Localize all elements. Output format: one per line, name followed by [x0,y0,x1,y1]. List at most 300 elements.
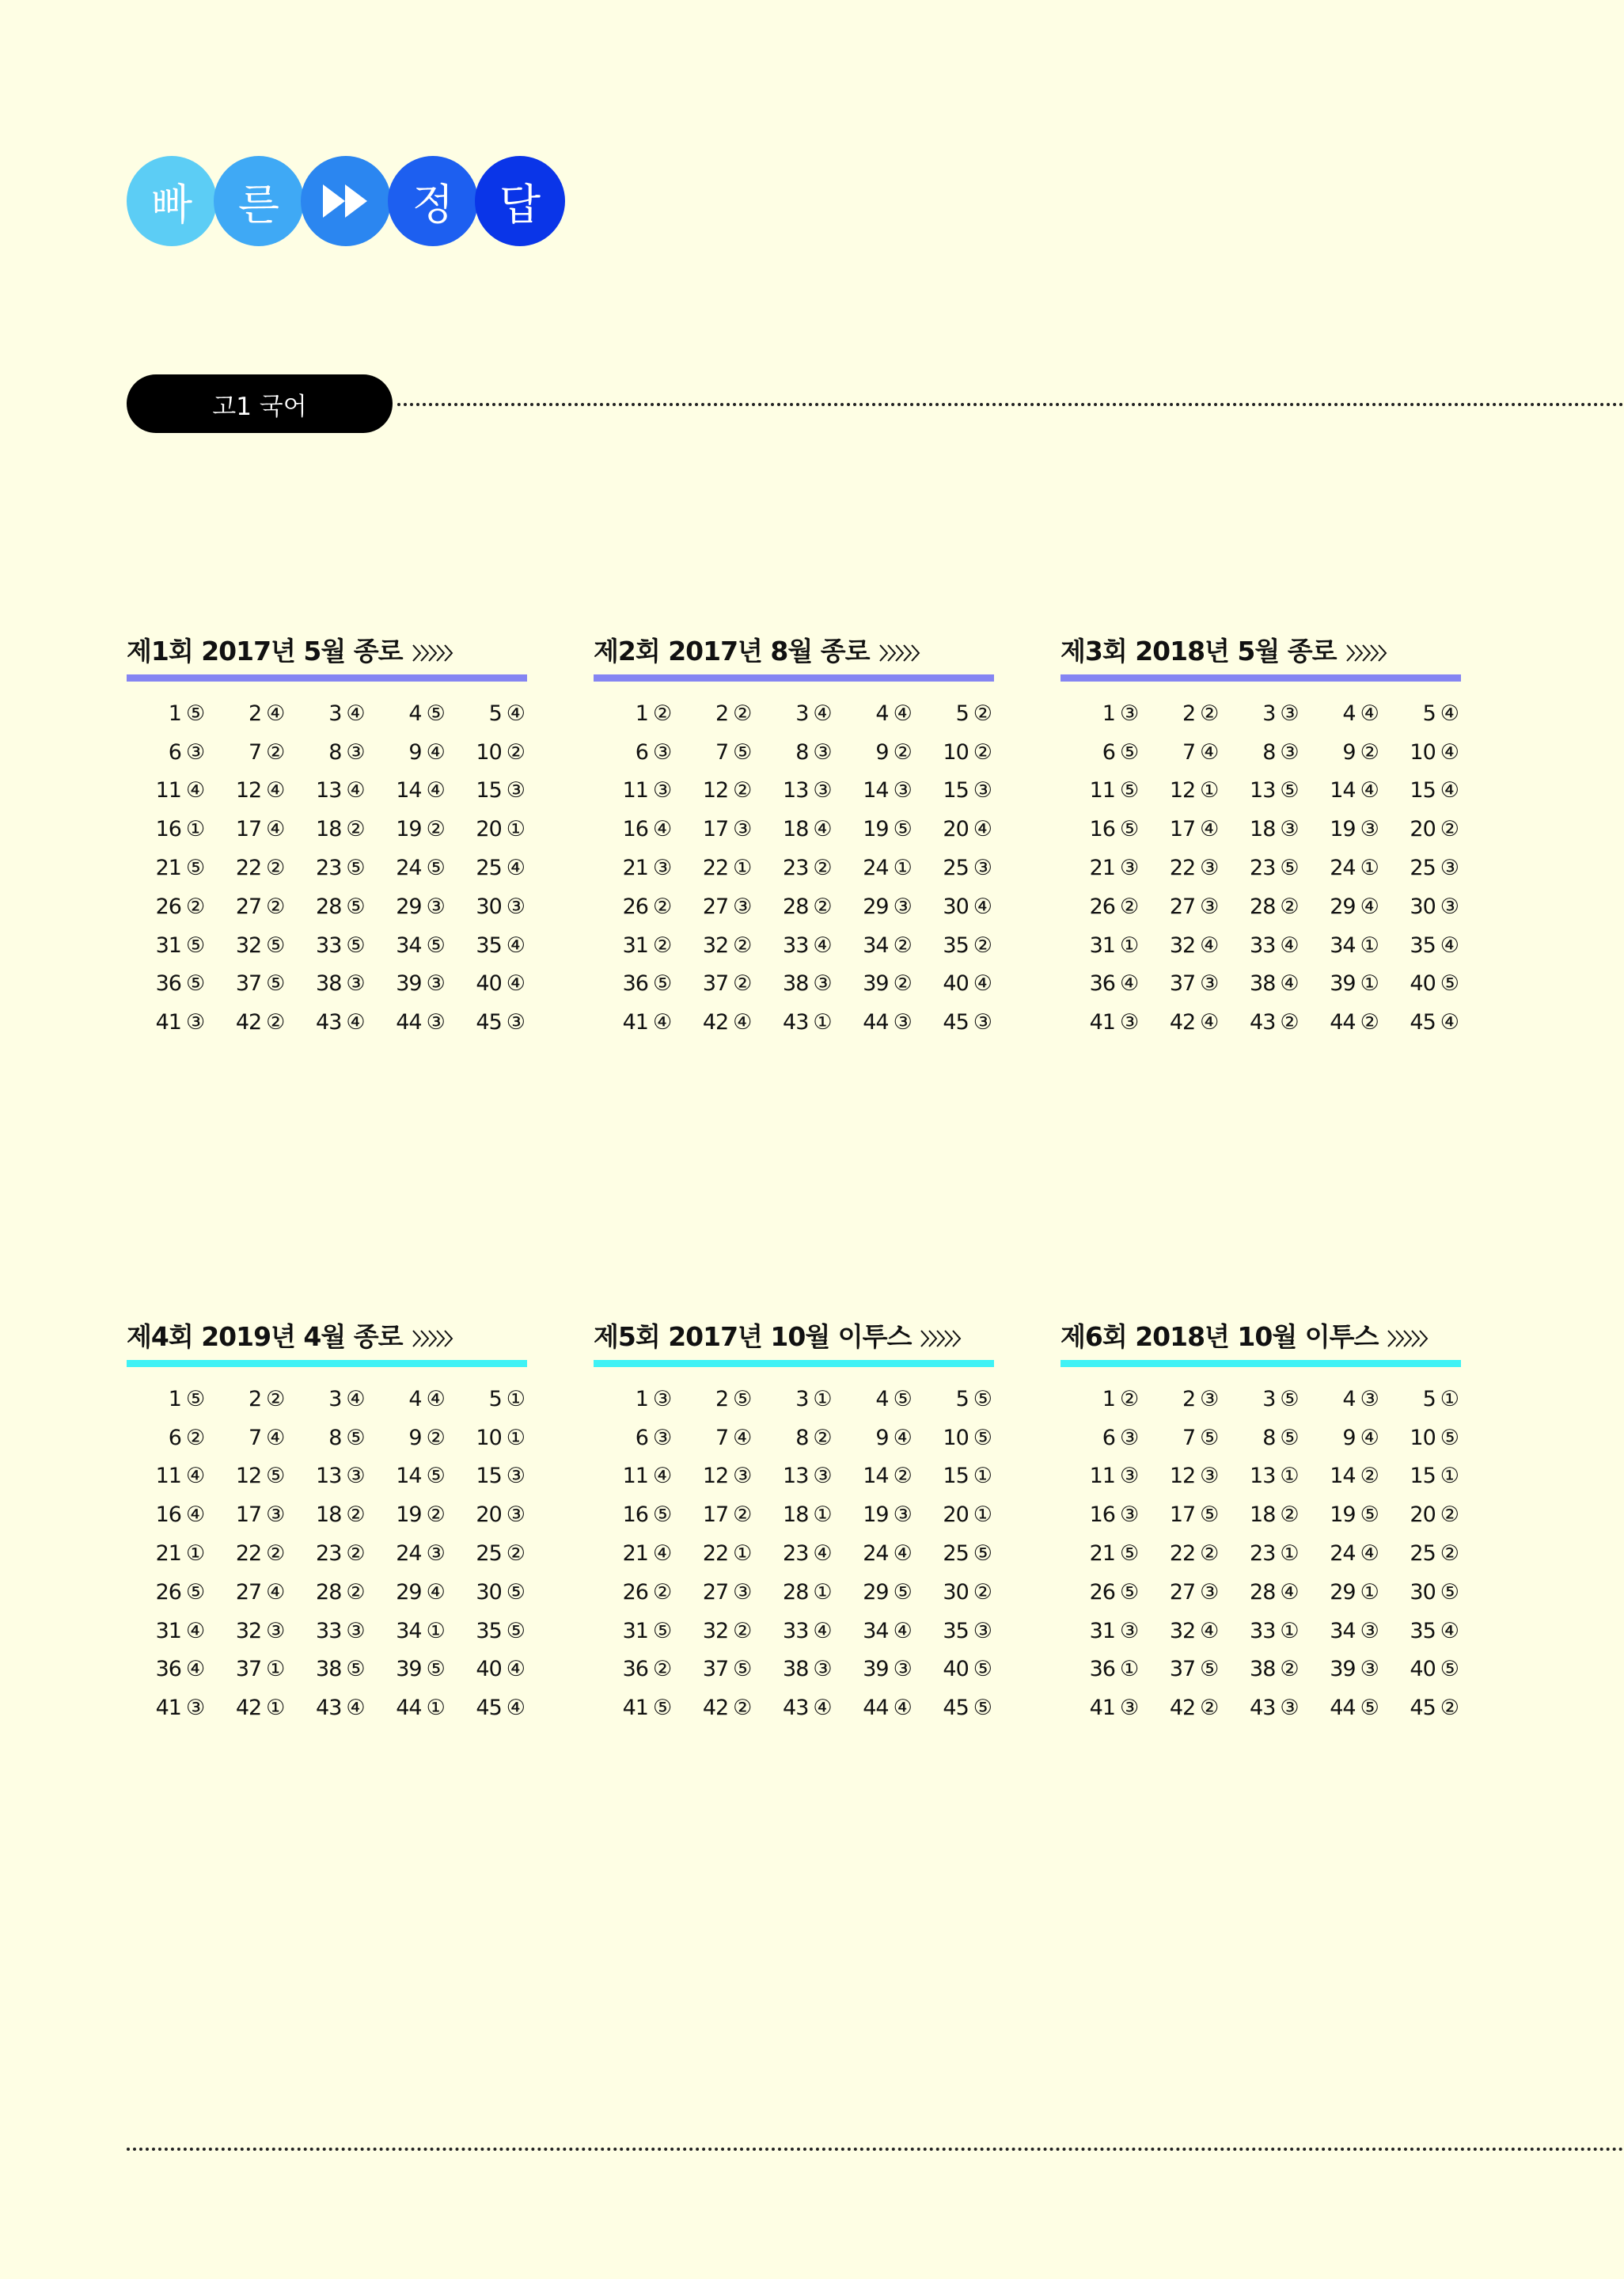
question-number: 24 [396,1541,422,1567]
answer-cell [447,694,527,733]
answer-cell [1301,1650,1381,1689]
answer-choice: ⑤ [1440,1579,1459,1605]
answer-choice: ④ [733,1425,753,1450]
answer-choice: ① [266,1696,286,1721]
question-number: 25 [476,856,502,881]
answer-cell [127,733,207,772]
answer-choice: ④ [1200,932,1220,958]
answer-choice: ④ [813,1618,833,1643]
answer-choice: ① [1360,932,1379,958]
answer-choice: ② [652,894,673,919]
title-char-3: 정 [388,156,478,246]
answer-choice: ⑤ [1280,778,1300,803]
question-number: 40 [1410,1657,1436,1682]
question-number: 3 [795,1386,809,1411]
answer-choice: ⑤ [185,856,206,881]
answer-choice: ② [973,739,992,765]
question-number: 43 [1250,1696,1276,1721]
answer-cell [1061,694,1140,733]
answer-choice: ④ [506,701,526,726]
answer-choice: ③ [1200,1464,1220,1489]
question-number: 26 [622,894,648,919]
answer-choice: ② [1119,1386,1140,1411]
answer-choice: ④ [426,1579,446,1605]
question-number: 40 [1410,971,1436,997]
test-title-text: 제4회 2019년 4월 종로 [127,1321,403,1352]
question-number: 3 [328,701,342,726]
question-number: 20 [943,1502,969,1528]
question-number: 12 [1169,1464,1196,1489]
answer-cell [594,1003,674,1042]
answer-choice: ⑤ [1200,1425,1220,1450]
question-number: 18 [783,1502,809,1528]
answer-cell [1061,1380,1140,1419]
answer-choice: ④ [1200,739,1220,765]
answer-cell [1381,1380,1461,1419]
answer-cell [207,810,286,849]
answer-cell [594,733,674,772]
answer-choice: ③ [813,1464,833,1489]
question-number: 41 [622,1696,648,1721]
answer-cell [1220,1419,1300,1457]
answer-choice: ⑤ [733,739,753,765]
answer-cell [286,810,366,849]
answer-choice: ① [1280,1464,1300,1489]
question-number: 9 [408,1425,422,1450]
answer-cell [207,1573,286,1612]
answer-choice: ① [893,856,913,881]
answer-cell [1301,965,1381,1004]
answer-choice: ① [1280,1541,1300,1567]
answer-choice: ③ [733,1579,753,1605]
answer-cell [286,1612,366,1650]
answer-choice: ③ [973,1010,992,1035]
question-number: 12 [702,778,729,803]
answer-cell [367,1457,447,1496]
answer-block-4 [127,1312,527,1727]
question-number: 9 [1342,1425,1356,1450]
question-number: 39 [1330,971,1356,997]
answer-cell [286,1003,366,1042]
answer-choice: ③ [1200,971,1220,997]
question-number: 3 [795,701,809,726]
question-number: 29 [396,1579,422,1605]
question-number: 26 [155,1579,181,1605]
question-number: 1 [168,1386,181,1411]
question-number: 2 [248,1386,262,1411]
answer-choice: ② [733,971,753,997]
question-number: 26 [1089,1579,1115,1605]
question-number: 19 [1330,1502,1356,1528]
answer-cell [674,1688,753,1727]
question-number: 18 [1250,817,1276,842]
answer-cell [914,965,994,1004]
answer-choice: ④ [506,1696,526,1721]
answer-choice: ② [426,1502,446,1528]
question-number: 40 [476,971,502,997]
answer-choice: ③ [652,1386,673,1411]
answer-choice: ③ [652,856,673,881]
answer-cell [447,1612,527,1650]
answer-cell [914,1003,994,1042]
answer-choice: ⑤ [1119,778,1140,803]
answer-cell [914,1612,994,1650]
question-number: 42 [1169,1696,1196,1721]
question-number: 5 [955,701,969,726]
answer-choice: ④ [893,701,913,726]
answer-cell [1301,1495,1381,1534]
answer-cell [914,1419,994,1457]
answer-choice: ⑤ [1280,856,1300,881]
answer-cell [1301,1688,1381,1727]
answer-choice: ② [266,1010,286,1035]
answer-choice: ⑤ [185,1579,206,1605]
answer-choice: ⑤ [1440,971,1459,997]
question-number: 6 [635,739,648,765]
answer-choice: ④ [1440,932,1459,958]
answer-cell [367,733,447,772]
question-number: 15 [476,778,502,803]
answer-cell [1301,694,1381,733]
answer-cell [1301,926,1381,965]
answer-cell [1220,772,1300,811]
answer-cell [447,810,527,849]
answer-cell [447,849,527,887]
answer-choice: ④ [813,817,833,842]
question-number: 15 [1410,1464,1436,1489]
chevrons-icon [411,1328,457,1349]
question-number: 6 [168,739,181,765]
question-number: 38 [783,1657,809,1682]
answer-cell [1301,1003,1381,1042]
question-number: 15 [943,778,969,803]
answer-choice: ② [733,932,753,958]
answer-cell [367,1003,447,1042]
answer-cell [834,1688,914,1727]
answer-cell [286,849,366,887]
answer-block-5 [594,1312,994,1727]
answer-cell [753,1612,833,1650]
answer-cell [834,1457,914,1496]
question-number: 11 [622,1464,648,1489]
answer-cell [207,1534,286,1573]
title-underline [1061,674,1461,682]
answer-cell [367,849,447,887]
answer-cell [834,1003,914,1042]
answer-choice: ⑤ [893,1386,913,1411]
answer-cell [207,772,286,811]
answer-cell [753,1573,833,1612]
answer-cell [1301,733,1381,772]
answer-cell [674,694,753,733]
answer-choice: ⑤ [426,932,446,958]
answer-choice: ② [1440,817,1459,842]
answer-choice: ① [1119,1657,1140,1682]
answer-cell [1381,1612,1461,1650]
answer-cell [1061,733,1140,772]
question-number: 37 [1169,971,1196,997]
question-number: 44 [396,1010,422,1035]
question-number: 39 [396,971,422,997]
question-number: 34 [396,932,422,958]
answer-cell [914,926,994,965]
question-number: 2 [715,1386,729,1411]
answer-cell [1381,849,1461,887]
question-number: 29 [863,894,889,919]
question-number: 1 [1102,701,1115,726]
answer-choice: ② [346,1579,366,1605]
answer-choice: ⑤ [652,971,673,997]
question-number: 2 [715,701,729,726]
question-number: 25 [1410,856,1436,881]
answer-choice: ② [1360,1464,1379,1489]
answer-choice: ⑤ [266,971,286,997]
question-number: 13 [1250,1464,1276,1489]
answer-choice: ③ [893,1657,913,1682]
answer-choice: ① [1360,856,1379,881]
answer-cell [127,810,207,849]
answer-cell [1220,849,1300,887]
answer-cell [367,887,447,926]
question-number: 19 [863,1502,889,1528]
answer-cell [127,1688,207,1727]
answer-choice: ⑤ [1119,1579,1140,1605]
answer-cell [914,772,994,811]
question-number: 21 [155,856,181,881]
answer-choice: ③ [346,1464,366,1489]
answer-cell [1381,1419,1461,1457]
question-number: 36 [622,1657,648,1682]
question-number: 5 [955,1386,969,1411]
answer-choice: ② [733,778,753,803]
answer-cell [447,887,527,926]
answer-cell [1301,1612,1381,1650]
answer-cell [594,1612,674,1650]
question-number: 13 [1250,778,1276,803]
answer-choice: ④ [893,1618,913,1643]
answer-cell [1381,1495,1461,1534]
answer-cell [1381,733,1461,772]
answer-choice: ② [346,817,366,842]
question-number: 36 [155,1657,181,1682]
question-number: 4 [408,701,422,726]
answer-choice: ③ [1119,1010,1140,1035]
answer-choice: ④ [813,1696,833,1721]
answer-cell [834,694,914,733]
question-number: 1 [168,701,181,726]
answer-cell [286,733,366,772]
question-number: 28 [1250,1579,1276,1605]
answer-choice: ③ [1119,1696,1140,1721]
answer-choice: ④ [346,1696,366,1721]
answer-cell [1220,1380,1300,1419]
question-number: 13 [783,778,809,803]
answer-block-header [1061,1312,1461,1360]
question-number: 33 [783,1618,809,1643]
question-number: 21 [1089,1541,1115,1567]
answer-cell [447,1534,527,1573]
answer-cell [367,1612,447,1650]
answer-block-header [594,627,994,674]
question-number: 17 [235,1502,262,1528]
question-number: 23 [783,1541,809,1567]
answer-grid [594,1380,994,1727]
answer-cell [1061,1612,1140,1650]
question-number: 9 [875,739,889,765]
question-number: 1 [1102,1386,1115,1411]
question-number: 6 [1102,739,1115,765]
question-number: 39 [396,1657,422,1682]
question-number: 13 [783,1464,809,1489]
question-number: 30 [1410,894,1436,919]
answer-choice: ④ [652,1010,673,1035]
answer-choice: ① [1360,971,1379,997]
answer-choice: ② [733,701,753,726]
answer-choice: ③ [1360,817,1379,842]
answer-choice: ⑤ [346,1425,366,1450]
answer-cell [674,887,753,926]
question-number: 20 [476,1502,502,1528]
answer-choice: ④ [1440,1010,1459,1035]
answer-cell [207,1688,286,1727]
answer-choice: ④ [1360,701,1379,726]
answer-cell [1220,1612,1300,1650]
question-number: 32 [235,932,262,958]
answer-grid [127,694,527,1042]
answer-cell [1220,926,1300,965]
question-number: 42 [1169,1010,1196,1035]
answer-cell [127,1534,207,1573]
question-number: 20 [476,817,502,842]
question-number: 10 [476,1425,502,1450]
answer-choice: ④ [506,1657,526,1682]
answer-choice: ③ [346,971,366,997]
answer-choice: ⑤ [652,1502,673,1528]
answer-choice: ① [506,1386,526,1411]
answer-choice: ④ [266,817,286,842]
answer-choice: ③ [813,739,833,765]
answer-cell [1140,1534,1220,1573]
question-number: 14 [396,1464,422,1489]
answer-choice: ② [346,1541,366,1567]
answer-choice: ③ [266,1618,286,1643]
question-number: 45 [1410,1696,1436,1721]
answer-cell [1061,1650,1140,1689]
test-title [594,1316,965,1354]
answer-cell [594,1688,674,1727]
answer-choice: ③ [973,856,992,881]
answer-cell [594,1573,674,1612]
answer-choice: ④ [1360,778,1379,803]
chevrons-icon [1345,643,1391,663]
answer-cell [286,1650,366,1689]
answer-cell [594,849,674,887]
question-number: 37 [235,971,262,997]
question-number: 27 [702,894,729,919]
question-number: 10 [1410,1425,1436,1450]
question-number: 32 [235,1618,262,1643]
question-number: 4 [875,701,889,726]
answer-cell [753,1688,833,1727]
answer-cell [1220,694,1300,733]
answer-choice: ③ [733,1464,753,1489]
answer-choice: ③ [1440,856,1459,881]
answer-choice: ① [1200,778,1220,803]
answer-cell [1381,1457,1461,1496]
answer-cell [207,849,286,887]
answer-cell [127,887,207,926]
question-number: 42 [702,1696,729,1721]
answer-cell [834,849,914,887]
answer-choice: ③ [1280,701,1300,726]
answer-choice: ② [1200,701,1220,726]
question-number: 41 [622,1010,648,1035]
question-number: 8 [1262,1425,1276,1450]
question-number: 28 [316,894,342,919]
answer-cell [1220,1688,1300,1727]
answer-choice: ② [1200,1541,1220,1567]
question-number: 44 [396,1696,422,1721]
answer-choice: ⑤ [893,817,913,842]
answer-cell [447,733,527,772]
answer-choice: ③ [185,1696,206,1721]
question-number: 14 [863,778,889,803]
question-number: 18 [316,817,342,842]
answer-cell [674,733,753,772]
answer-cell [753,1003,833,1042]
answer-choice: ② [893,739,913,765]
question-number: 24 [1330,856,1356,881]
answer-choice: ② [652,1579,673,1605]
question-number: 39 [1330,1657,1356,1682]
question-number: 45 [476,1696,502,1721]
answer-block-2 [594,627,994,1042]
answer-cell [1061,810,1140,849]
question-number: 2 [1182,1386,1196,1411]
question-number: 45 [943,1010,969,1035]
question-number: 42 [702,1010,729,1035]
question-number: 16 [622,817,648,842]
answer-choice: ② [733,1502,753,1528]
answer-choice: ③ [1119,1425,1140,1450]
question-number: 32 [702,932,729,958]
answer-cell [1381,1534,1461,1573]
question-number: 38 [1250,971,1276,997]
answer-choice: ④ [1360,894,1379,919]
question-number: 30 [476,1579,502,1605]
answer-cell [1381,926,1461,965]
answer-choice: ⑤ [346,932,366,958]
answer-choice: ② [652,701,673,726]
answer-cell [1140,926,1220,965]
answer-choice: ③ [1280,817,1300,842]
title-underline [1061,1360,1461,1367]
question-number: 30 [943,1579,969,1605]
answer-choice: ④ [185,1618,206,1643]
answer-cell [447,1688,527,1727]
answer-cell [286,1457,366,1496]
answer-cell [753,733,833,772]
answer-choice: ③ [1119,701,1140,726]
chevrons-icon [1386,1328,1432,1349]
answer-choice: ① [185,817,206,842]
question-number: 7 [1182,1425,1196,1450]
answer-cell [1061,1003,1140,1042]
question-number: 17 [1169,817,1196,842]
answer-choice: ① [266,1657,286,1682]
answer-choice: ② [733,1696,753,1721]
answer-cell [674,1612,753,1650]
